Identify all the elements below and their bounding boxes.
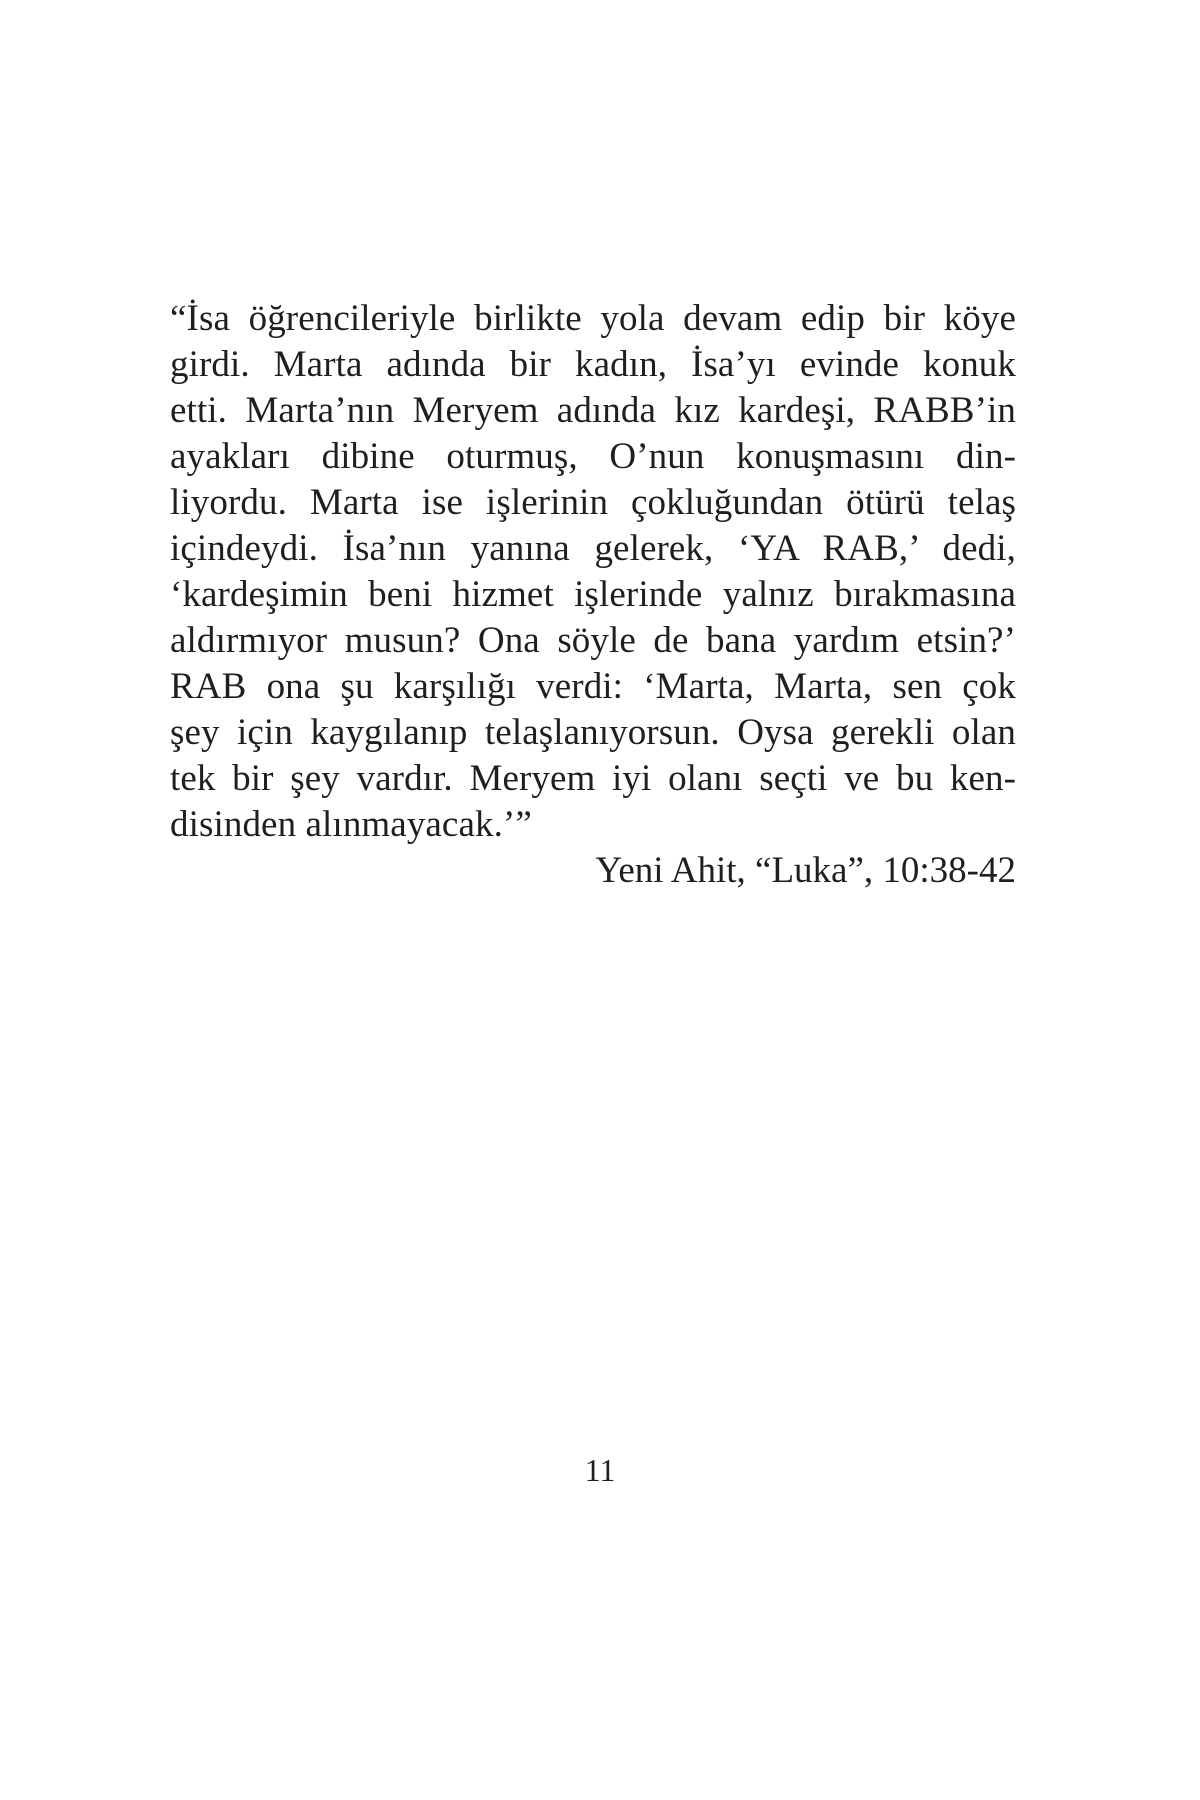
quote-line: aldırmıyor musun? Ona söyle de bana yardım etsin?’ — [170, 620, 1016, 661]
page-number: 11 — [584, 1452, 616, 1488]
epigraph-quote — [170, 296, 1016, 848]
quote-line: ‘kardeşimin beni hizmet işlerinde yalnız bırakmasına — [170, 574, 1016, 615]
quote-line: şey için kaygılanıp telaşlanıyorsun. Oysa gerekli olan — [170, 712, 1016, 753]
quote-line: liyordu. Marta ise işlerinin çokluğundan ötürü telaş — [170, 482, 1016, 523]
quote-line: tek bir şey vardır. Meryem iyi olanı seçti ve bu ken- — [170, 758, 1016, 799]
quote-line: etti. Marta’nın Meryem adında kız kardeşi, RABB’in — [170, 390, 1016, 431]
quote-line: disinden alınmayacak.’” — [170, 804, 532, 845]
quote-citation: Yeni Ahit, “Luka”, 10:38-42 — [595, 850, 1016, 891]
quote-line: girdi. Marta adında bir kadın, İsa’yı evinde konuk — [170, 344, 1016, 385]
quote-line: RAB ona şu karşılığı verdi: ‘Marta, Marta, sen çok — [170, 666, 1016, 707]
quote-line: içindeydi. İsa’nın yanına gelerek, ‘YA RAB,’ dedi, — [170, 528, 1016, 569]
quote-line: “İsa öğrencileriyle birlikte yola devam edip bir köye — [170, 298, 1016, 339]
quote-line: ayakları dibine oturmuş, O’nun konuşmasını din- — [170, 436, 1016, 477]
